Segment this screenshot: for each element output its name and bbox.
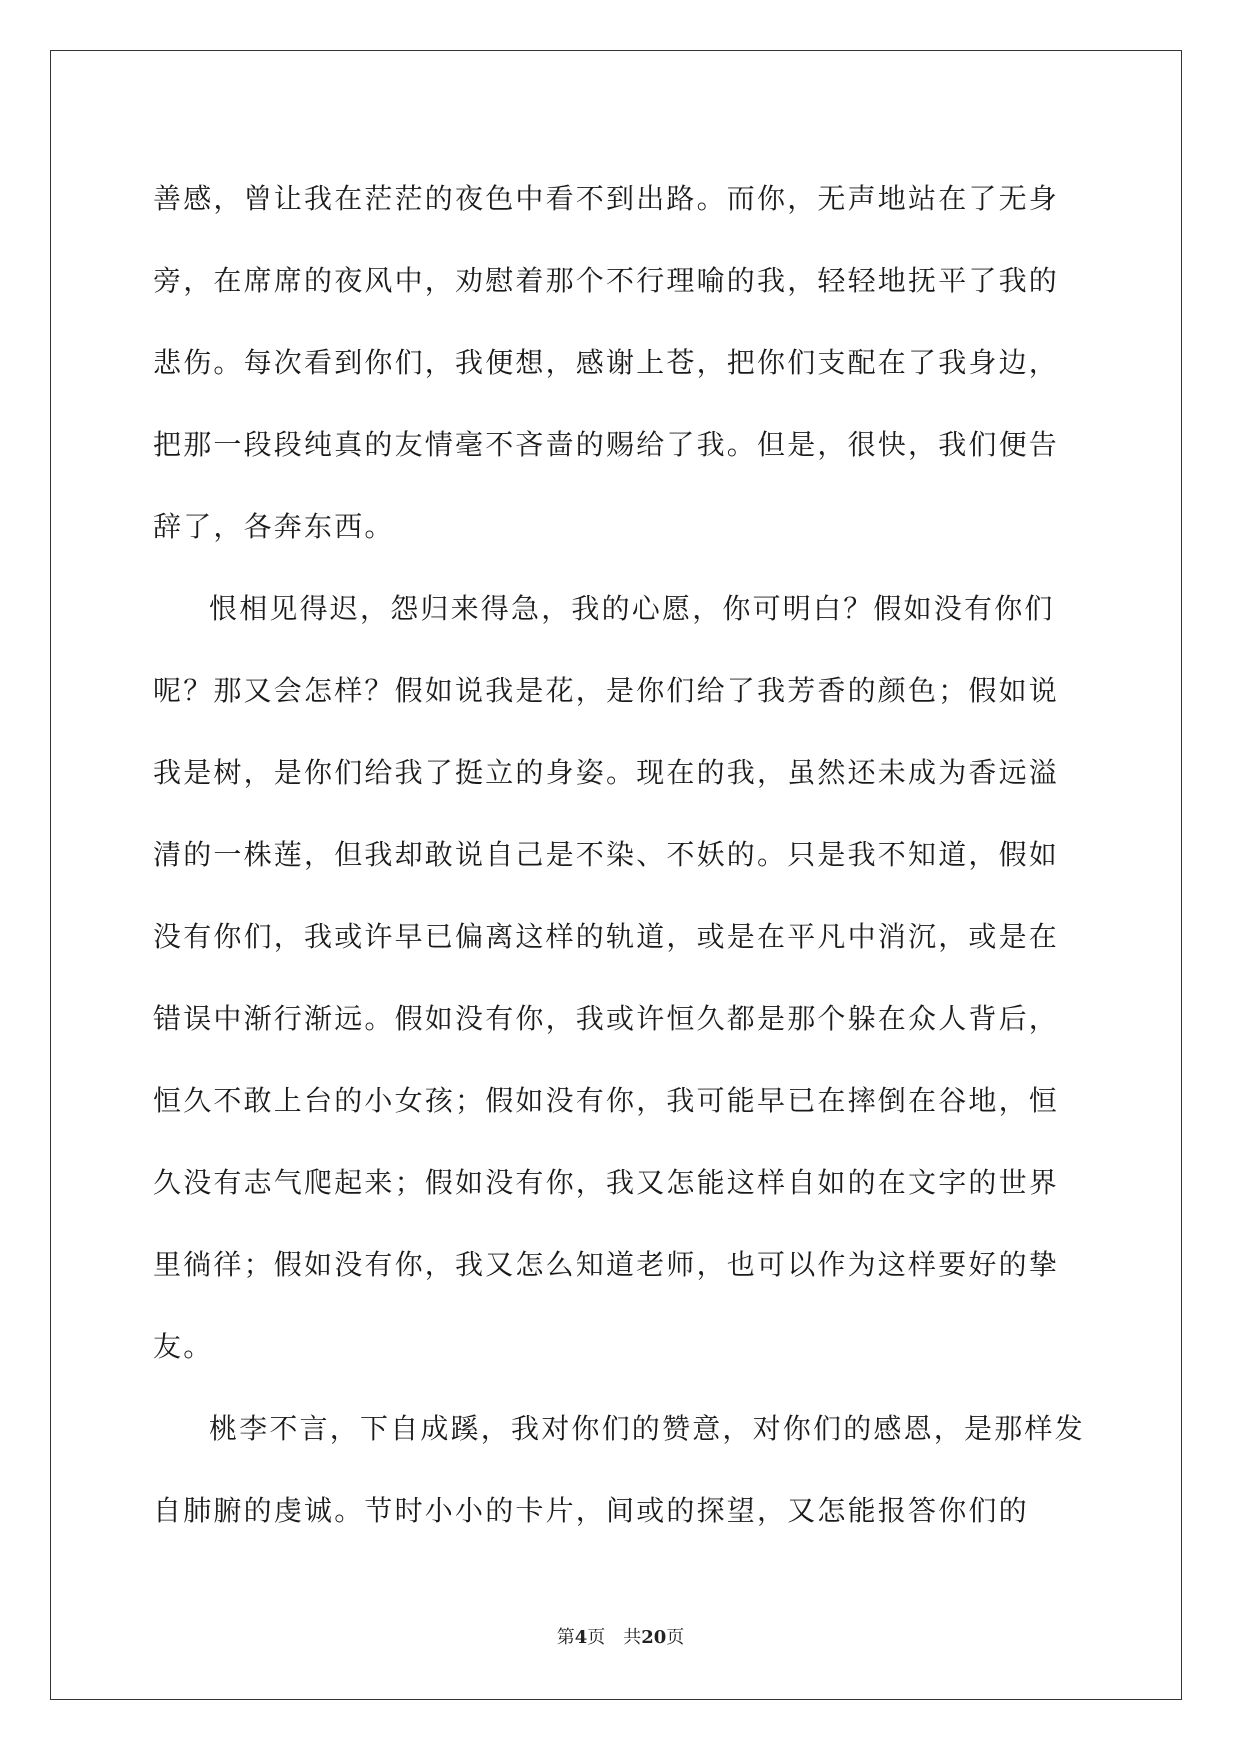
paragraph-2: 恨相见得迟，怨归来得急，我的心愿，你可明白？假如没有你们呢？那又会怎样？假如说我是花，是你们给了我芳香的颜色；假如说我是树，是你们给我了挺立的身姿。现在的我，虽然还未成为香远溢清的一株莲，但我却敢说自己是不染、不妖的。只是我不知道，假如没有你们，我或许早已偏离这样的轨道，或是在平凡中消沉，或是在错误中渐行渐远。假如没有你，我或许恒久都是那个躲在众人背后，恒久不敢上台的小女孩；假如没有你，我可能早已在摔倒在谷地，恒久没有志气爬起来；假如没有你，我又怎能这样自如的在文字的世界里徜徉；假如没有你，我又怎么知道老师，也可以作为这样要好的挚友。: [153, 592, 1060, 1363]
footer-suffix: 页: [666, 1627, 685, 1648]
current-page-number: 4: [574, 1627, 588, 1648]
footer-prefix: 第: [556, 1627, 575, 1648]
document-body: [153, 158, 1088, 1552]
footer-middle: 页 共: [587, 1627, 642, 1648]
paragraph-3: 桃李不言，下自成蹊，我对你们的赞意，对你们的感恩，是那样发自肺腑的虔诚。节时小小的卡片，间或的探望，又怎能报答你们的: [153, 1412, 1085, 1527]
page-footer: [0, 1623, 1241, 1649]
paragraph-1: 善感，曾让我在茫茫的夜色中看不到出路。而你，无声地站在了无身旁，在席席的夜风中，劝慰着那个不行理喻的我，轻轻地抚平了我的悲伤。每次看到你们，我便想，感谢上苍，把你们支配在了我身边，把那一段段纯真的友情毫不吝啬的赐给了我。但是，很快，我们便告辞了，各奔东西。: [153, 182, 1060, 543]
total-page-count: 20: [641, 1627, 667, 1648]
